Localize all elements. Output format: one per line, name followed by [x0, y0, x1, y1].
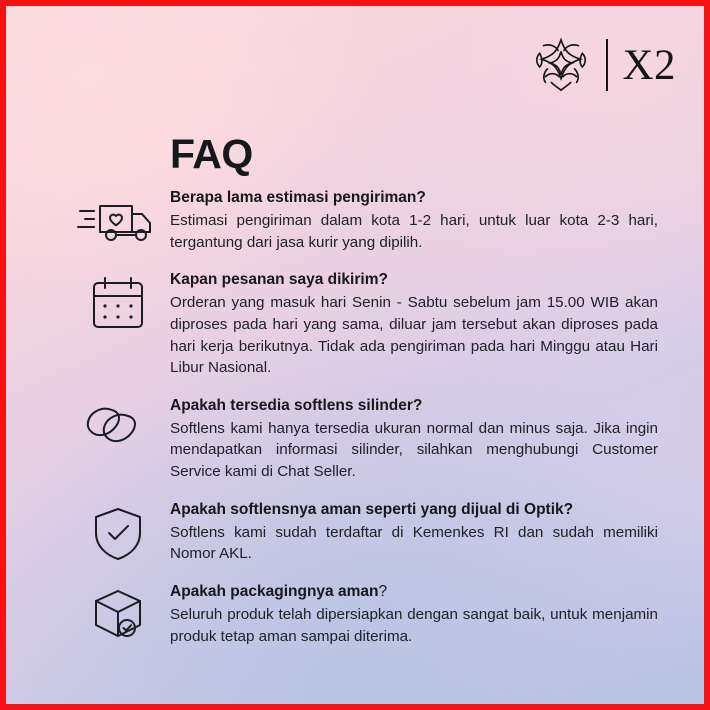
page-title: FAQ [170, 131, 253, 177]
faq-question-suffix: ? [378, 582, 388, 600]
faq-answer: Orderan yang masuk hari Senin - Sabtu sebelum jam 15.00 WIB akan diproses pada hari yang sama, diluar jam tersebut akan diproses pada hari kerja berikutnya. Tidak ada pengiriman pada hari Minggu atau Hari Libur Nasional. [170, 294, 658, 377]
faq-text-block [170, 396, 662, 483]
faq-answer: Softlens kami hanya tersedia ukuran normal dan minus saja. Jika ingin mendapatkan informasi silinder, silahkan menghubungi Customer Service kami di Chat Seller. [170, 419, 658, 481]
faq-answer: Softlens kami sudah terdaftar di Kemenkes RI dan sudah memiliki Nomor AKL. [170, 523, 658, 563]
faq-text-block [170, 188, 662, 253]
contact-lens-icon [66, 396, 170, 450]
faq-text-block [170, 582, 662, 647]
faq-question-main: Apakah packagingnya aman [170, 582, 379, 600]
delivery-truck-heart-icon [66, 188, 170, 248]
faq-question: Berapa lama estimasi pengiriman? [170, 189, 426, 206]
faq-answer: Seluruh produk telah dipersiapkan dengan sangat baik, untuk menjamin produk tetap aman sampai diterima. [170, 606, 658, 645]
faq-question [170, 582, 658, 602]
faq-question: Kapan pesanan saya dikirim? [170, 271, 388, 289]
faq-item [66, 270, 662, 378]
faq-list [66, 188, 662, 664]
faq-item [66, 396, 662, 483]
calendar-icon [66, 270, 170, 334]
faq-item [66, 582, 662, 647]
faq-item [66, 188, 662, 253]
faq-text-block [170, 500, 662, 565]
faq-question: Apakah softlensnya aman seperti yang dijual di Optik? [170, 500, 574, 518]
poster-canvas [6, 6, 704, 704]
package-box-check-icon [66, 582, 170, 644]
brand-name: X2 [622, 41, 676, 89]
faq-answer: Estimasi pengiriman dalam kota 1-2 hari, untuk luar kota 2-3 hari, tergantung dari jasa kurir yang dipilih. [170, 212, 658, 251]
shield-check-icon [66, 500, 170, 564]
brand-logo [530, 34, 676, 96]
faq-text-block [170, 270, 662, 378]
ornate-monogram-icon [530, 34, 592, 96]
brand-divider [606, 39, 608, 91]
faq-item [66, 500, 662, 565]
faq-question: Apakah tersedia softlens silinder? [170, 396, 423, 414]
